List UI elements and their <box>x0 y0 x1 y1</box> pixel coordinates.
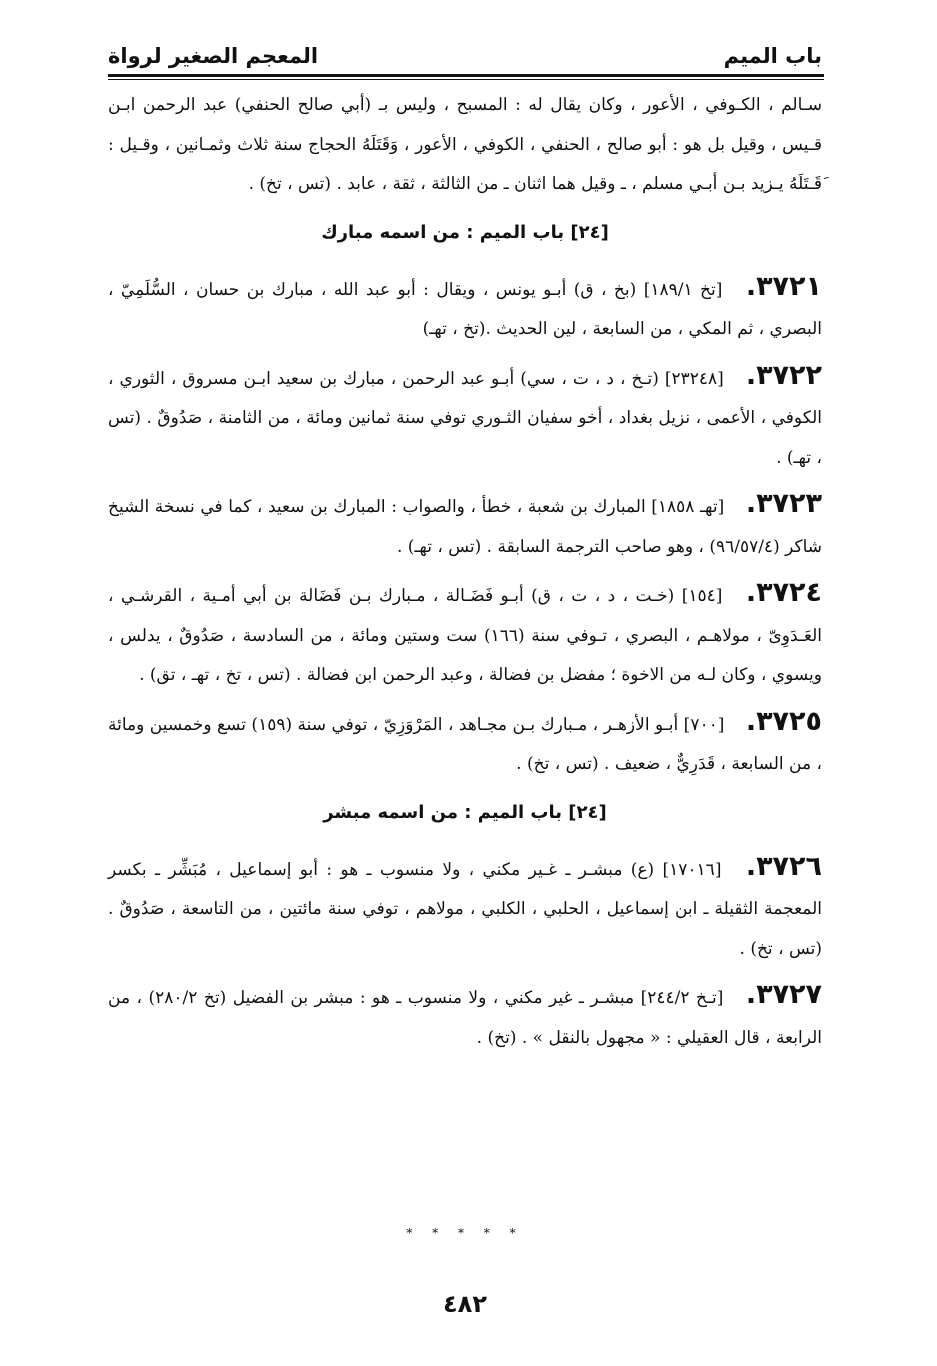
entry-text: [٢٣٢٤٨] (تـخ ، د ، ت ، سي) أبـو عبد الرحمن ، مبارك بن سعيد ابـن مسروق ، الثوري ، الكوفي ، الأعمى ، نزيل بغداد ، أخو سفيان الثـوري توفي سنة ثمانين ومائة ، من الثامنة ، صَدُوقٌ . (تس ، تهـ) . <box>108 368 822 468</box>
entry-number: ٣٧٢٢. <box>745 359 823 391</box>
section-heading-mubashshir: [٢٤] باب الميم : من اسمه مبشر <box>323 801 607 823</box>
entry-3722 <box>108 356 822 479</box>
page-number: ٤٨٢ <box>443 1290 487 1318</box>
entry-number: ٣٧٢٥. <box>745 705 822 737</box>
header-rule-thin <box>108 79 824 80</box>
end-ornament: * * * * * <box>406 1226 524 1240</box>
running-head-book-title: المعجم الصغير لرواة <box>108 44 319 68</box>
entry-text: [١٥٤] (خـت ، د ، ت ، ق) أبـو فَضَـالة ، مـبارك بـن فَضَالة بن أبي أمـية ، القرشـي ، العَـدَوِىّ ، مولاهـم ، البصري ، تـوفي سنة (١٦٦) ست وستين ومائة ، من السادسة ، صَدُوقٌ ، يدلس ، ويسوي ، وكان لـه من الاخوة ؛ مفضل بن فضالة ، وعبد الرحمن ابن فضالة . (تس ، تخ ، تهـ ، تق) . <box>108 586 822 685</box>
entry-text: [تـخ ٢٤٤/٢] مبشـر ـ غير مكني ، ولا منسوب ـ هو : مبشر بن الفضيل (تخ ٢٨٠/٢) ، من الرابعة ، قال العقيلي : « مجهول بالنقل » . (تخ) . <box>108 988 822 1048</box>
intro-paragraph: سـالم ، الكـوفي ، الأعور ، وكان يقال له : المسبح ، وليس بـ (أبي صالح الحنفي) عبد الرحمن ابـن قـيس ، وقيل بل هو : أبو صالح ، الحنفي ، الكوفي ، الأعور ، وَقَتَلَهُ الحجاج سنة ثلاث وثمـانين ، وقـيل : َقَـتَلَهُ يـزيد بـن أبـي مسلم ، ـ وقيل هما اثنان ـ من الثالثة ، ثقة ، عابد . (تس ، تخ) . <box>108 95 822 194</box>
entry-text: [تخ ١٨٩/١] (بخ ، ق) أبـو يونس ، ويقال : أبو عبد الله ، مبارك بن حسان ، السُّلَمِيّ ، البصري ، ثم المكي ، من السابعة ، لين الحديث .(تخ ، تهـ) <box>108 279 822 339</box>
entry-text: [١٧٠١٦] (ع) مبشـر ـ غـير مكني ، ولا منسوب ـ هو : أبو إسماعيل ، مُبَشِّر ـ بكسر المعجمة الثقيلة ـ ابن إسماعيل ، الحلبي ، الكلبي ، مولاهم ، توفي سنة مائتين ، من التاسعة ، صَدُوقٌ . (تس ، تخ) . <box>108 859 822 959</box>
entry-3727 <box>108 975 822 1058</box>
entry-text: [٧٠٠] أبـو الأزهـر ، مـبارك بـن مجـاهد ، المَرْوَزِيّ ، توفي سنة (١٥٩) تسع وخمسين ومائة ، من السابعة ، قَدَرِيٌّ ، ضعيف . (تس ، تخ) . <box>108 714 822 774</box>
entry-number: ٣٧٢١. <box>745 270 822 302</box>
entry-3721 <box>108 267 822 350</box>
entry-3725 <box>108 702 822 785</box>
entry-number: ٣٧٢٧. <box>745 979 823 1010</box>
entry-number: ٣٧٢٤. <box>745 577 823 608</box>
entry-3724 <box>108 573 822 696</box>
entry-text: [تهـ ١٨٥٨] المبارك بن شعبة ، خطأ ، والصواب : المبارك بن سعيد ، كما في نسخة الشيخ شاكر (٩٦/٥٧/٤) ، وهو صاحب الترجمة السابقة . (تس ، تهـ) . <box>108 497 822 557</box>
entry-number: ٣٧٢٣. <box>745 488 822 519</box>
header-rule <box>108 74 824 77</box>
section-heading-mubarak: [٢٤] باب الميم : من اسمه مبارك <box>321 221 609 243</box>
running-head-section: باب الميم <box>723 44 822 68</box>
entry-3723 <box>108 484 822 567</box>
page-body <box>108 86 822 1058</box>
entry-3726 <box>108 847 822 970</box>
running-head <box>108 28 822 68</box>
entry-number: ٣٧٢٦. <box>745 850 822 882</box>
